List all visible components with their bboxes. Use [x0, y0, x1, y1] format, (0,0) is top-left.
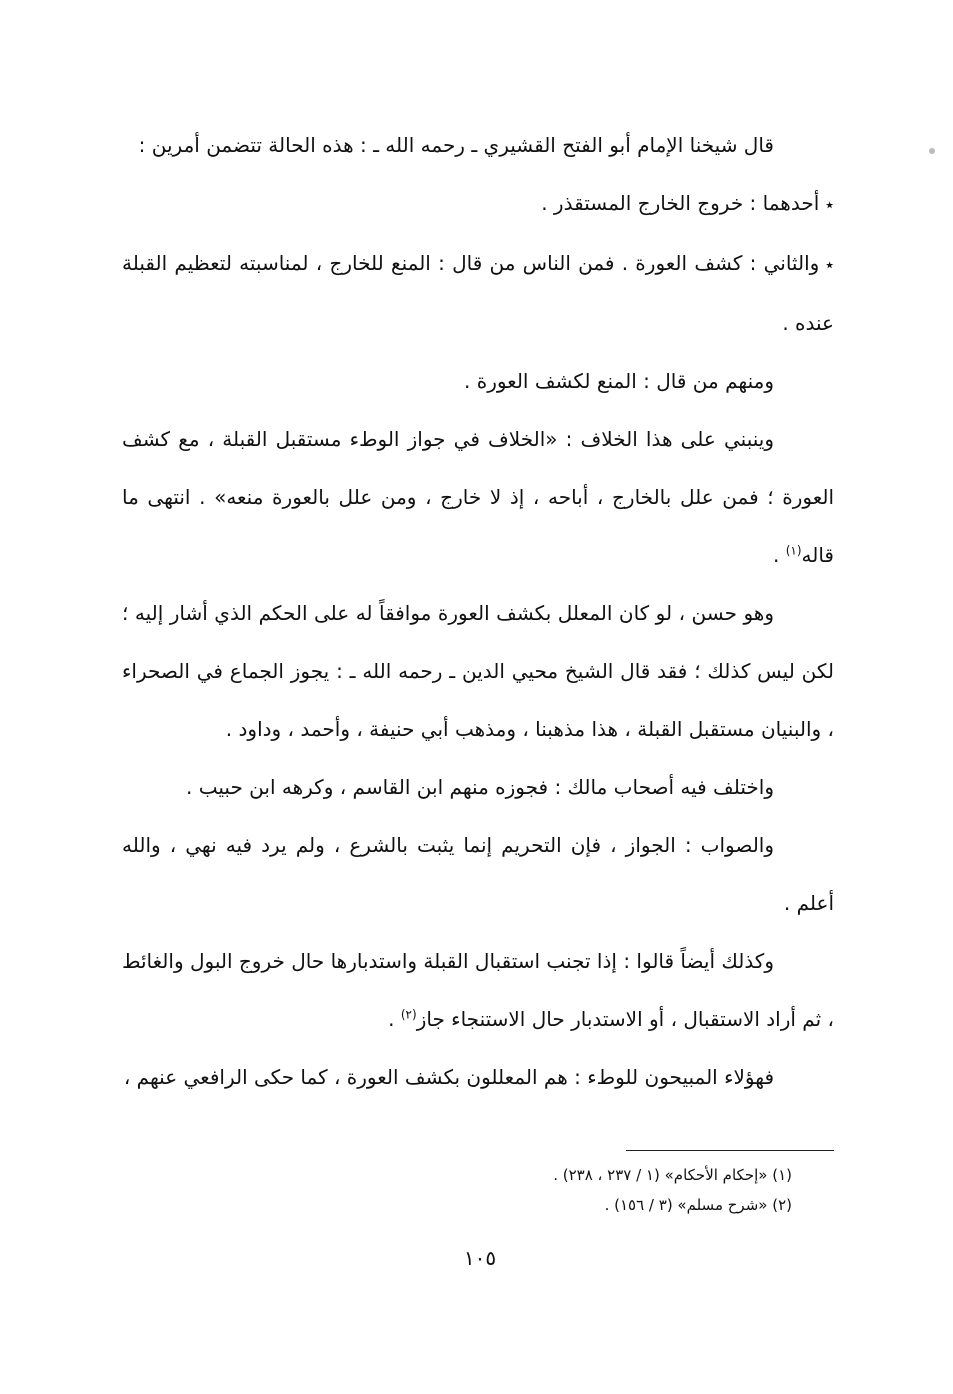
- paragraph-10: فهؤلاء المبيحون للوطء : هم المعللون بكشف العورة ، كما حكى الرافعي عنهم ،: [123, 1065, 774, 1089]
- footnote-ref-1[interactable]: (١): [785, 543, 802, 558]
- body-text: [122, 116, 834, 1106]
- paragraph-4: ومنهم من قال : المنع لكشف العورة .: [464, 369, 774, 393]
- footnote-divider: [626, 1150, 834, 1151]
- bullet-star-icon: ٭: [825, 195, 834, 214]
- footnotes: [420, 1160, 792, 1220]
- bullet-star-icon: ٭: [825, 255, 834, 274]
- paragraph-1: قال شيخنا الإمام أبو الفتح القشيري ـ رحمه الله ـ : هذه الحالة تتضمن أمرين :: [138, 133, 774, 157]
- footnote-2: (٢) «شرح مسلم» (٣ / ١٥٦) .: [604, 1196, 792, 1214]
- paragraph-8: والصواب : الجواز ، فإن التحريم إنما يثبت بالشرع ، ولم يرد فيه نهي ، والله أعلم .: [122, 833, 834, 915]
- footnote-ref-2[interactable]: (٢): [400, 1007, 417, 1022]
- page-number: ١٠٥: [463, 1246, 497, 1270]
- bullet-item-2: ٭والثاني : كشف العورة . فمن الناس من قال : المنع للخارج ، لمناسبته لتعظيم القبلة عنده .: [122, 234, 834, 352]
- footnote-1: (١) «إحكام الأحكام» (١ / ٢٣٧ ، ٢٣٨) .: [553, 1166, 792, 1184]
- scan-speck: [929, 148, 935, 154]
- paragraph-6: وهو حسن ، لو كان المعلل بكشف العورة موافقاً له على الحكم الذي أشار إليه ؛ لكن ليس كذلك ؛ فقد قال الشيخ محيي الدين ـ رحمه الله ـ : يجوز الجماع في الصحراء ، والبنيان مستقبل القبلة ، هذا مذهبنا ، ومذهب أبي حنيفة ، وأحمد ، وداود .: [122, 601, 834, 741]
- paragraph-5: وينبني على هذا الخلاف : «الخلاف في جواز الوطء مستقبل القبلة ، مع كشف العورة ؛ فمن علل بالخارج ، أباحه ، إذ لا خارج ، ومن علل بالعورة منعه» . انتهى ما قاله$^{(١)}$ .: [122, 427, 834, 567]
- paragraph-7: واختلف فيه أصحاب مالك : فجوزه منهم ابن القاسم ، وكرهه ابن حبيب .: [186, 775, 774, 799]
- paragraph-9: وكذلك أيضاً قالوا : إذا تجنب استقبال القبلة واستدبارها حال خروج البول والغائط ، ثم أراد الاستقبال ، أو الاستدبار حال الاستنجاء جاز$^{(٢)}$ .: [122, 949, 834, 1031]
- bullet-item-1: ٭أحدهما : خروج الخارج المستقذر .: [122, 174, 834, 234]
